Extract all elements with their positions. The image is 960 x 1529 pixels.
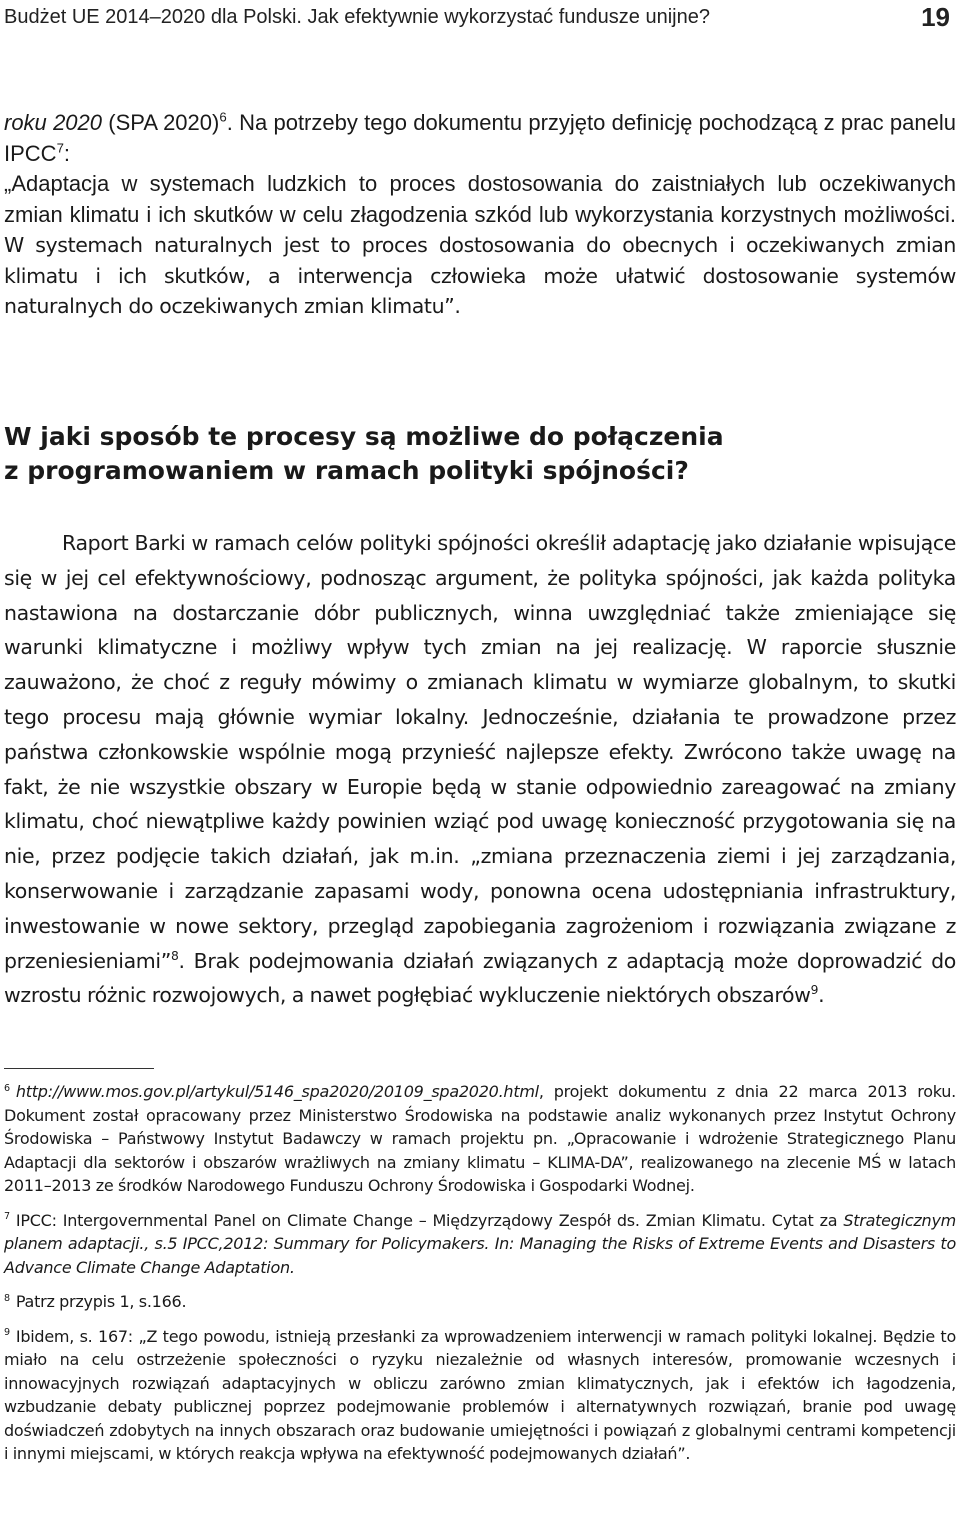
footnote-number: 8: [4, 1292, 10, 1304]
section-heading-line: z programowaniem w ramach polityki spójności?: [4, 456, 689, 485]
footnote-text: , projekt dokumentu z dnia 22 marca 2013 roku. Dokument został opracowany przez Ministerstwo Środowiska na podstawie analiz wykonanych przez Instytut Ochrony Środowiska – Państwowy Instytut Badawczy w ramach projektu pn. „Opracowanie i wdrożenie Strategicznego Planu Adaptacji dla sektorów i obszarów wrażliwych na zmiany klimatu – KLIMA-DA”, realizowanego na zlecenie MŚ w latach 2011–2013 ze środków Narodowego Funduszu Ochrony Środowiska i Gospodarki Wodnej.: [4, 1082, 956, 1195]
footnote-number: 6: [4, 1082, 10, 1094]
main-paragraph-text: Raport Barki w ramach celów polityki spójności określił adaptację jako działanie wpisujące się w jej cel efektywnościowy, podnosząc argument, że polityka spójności, jak każda polityka nastawiona na dostarczanie dóbr publicznych, winna uwzględniać także zmieniające się warunki klimatyczne i możliwy wpływ tych zmian na jej realizację. W raporcie słusznie zauważono, że choć z reguły mówimy o zmianach klimatu w wymiarze globalnym, to skutki tego procesu mają głównie wymiar lokalny. Jednocześnie, działania te prowadzone przez państwa członkowskie wspólnie mogą przynieść najlepsze efekty. Zwrócono także uwagę na fakt, że nie wszystkie obszary w Europie będą w stanie odpowiednio zareagować na zmiany klimatu, choć niewątpliwe każdy powinien wziąć pod uwagę konieczność przygotowania się na nie, przez podjęcie takich działań, jak m.in. „zmiana przeznaczenia ziemi i jej zarządzania, konserwowanie i zarządzanie zapasami wody, ponowna ocena udostępniania infrastruktury, inwestowanie w nowe sektory, przegląd zapobiegania zagrożeniom i rozwiązania związane z przeniesieniami”: [4, 531, 956, 973]
footnote-ref-6[interactable]: 6: [219, 109, 227, 125]
footnote-italic-citation: Strategicznym planem adaptacji., s.5 IPCC,2012: Summary for Policymakers. In: Managing the Risks of Extreme Events and Disasters to Advance Climate Change Adaptation.: [4, 1210, 956, 1277]
footnote-ref-8[interactable]: 8: [171, 948, 179, 963]
intro-italic-lead: roku 2020: [4, 110, 103, 135]
running-header: [4, 4, 956, 34]
footnote-number: 9: [4, 1327, 10, 1339]
footnote-7: [4, 1209, 956, 1280]
section-heading-line: W jaki sposób te procesy są możliwe do połączenia: [4, 422, 724, 451]
footnote-6: [4, 1080, 956, 1198]
main-paragraph-text: . Brak podejmowania działań związanych z adaptacją może doprowadzić do wzrostu różnic rozwojowych, a nawet pogłębiać wykluczenie niektórych obszarów: [4, 948, 956, 1008]
footnote-ref-9[interactable]: 9: [810, 983, 819, 998]
footnote-9: [4, 1325, 956, 1466]
main-paragraph-end: .: [818, 983, 825, 1008]
intro-paragraph: [4, 108, 956, 169]
footnote-ref-7[interactable]: 7: [56, 140, 64, 156]
quote-text: „Adaptacja w systemach ludzkich to proces dostosowania do zaistniałych lub oczekiwanych zmian klimatu i ich skutków w celu złagodzenia szkód lub wykorzystania korzystnych możliwości.: [4, 171, 956, 227]
footnote-text: Patrz przypis 1, s.166.: [15, 1292, 187, 1311]
footnote-link[interactable]: http://www.mos.gov.pl/artykul/5146_spa2020/20109_spa2020.html: [15, 1082, 539, 1101]
quote-text-cont: W systemach naturalnych jest to proces dostosowania do obecnych i oczekiwanych zmian klimatu i ich skutków, a interwencja człowieka może ułatwić dostosowanie systemów naturalnych do oczekiwanych zmian klimatu”.: [4, 233, 956, 318]
intro-text-part: (SPA 2020): [102, 110, 220, 135]
footnote-number: 7: [4, 1211, 10, 1223]
page-number: 19: [921, 2, 950, 32]
footnote-8: [4, 1290, 956, 1314]
intro-text: [4, 108, 956, 322]
footnote-text: IPCC: Intergovernmental Panel on Climate Change – Międzyrządowy Zespół ds. Zmian Klimatu. Cytat za: [15, 1210, 844, 1230]
header-title: Budżet UE 2014–2020 dla Polski. Jak efektywnie wykorzystać fundusze unijne?: [4, 6, 710, 28]
ipcc-definition-quote: [4, 169, 956, 322]
footnote-text: Ibidem, s. 167: „Z tego powodu, istnieją przesłanki za wprowadzeniem interwencji w ramach polityki lokalnej. Będzie to miało na celu ostrzeżenie społeczności o ryzyku niezależnie od własnych interesów, promowanie wczesnych i innowacyjnych rozwiązań adaptacyjnych w obliczu zarówno zmian klimatycznych, jak i efektów ich łagodzenia, wzbudzanie debaty publicznej poprzez podejmowanie problemów i alternatywnych rozwiązań, branie pod uwagę doświadczeń zdobytych na innych obszarach oraz budowanie umiejętności i powiązań z globalnymi centrami kompetencji i innymi miejscami, w których reakcja wpływa na efektywność podejmowanych działań”.: [4, 1326, 956, 1463]
intro-colon: :: [63, 140, 71, 166]
main-paragraph: [4, 526, 956, 1013]
footnote-divider: [4, 1068, 154, 1069]
intro-text-part: . Na potrzeby tego dokumentu przyjęto definicję pochodzącą z prac panelu IPCC: [4, 110, 956, 166]
section-heading: [4, 420, 956, 488]
footnotes: [4, 1080, 956, 1477]
